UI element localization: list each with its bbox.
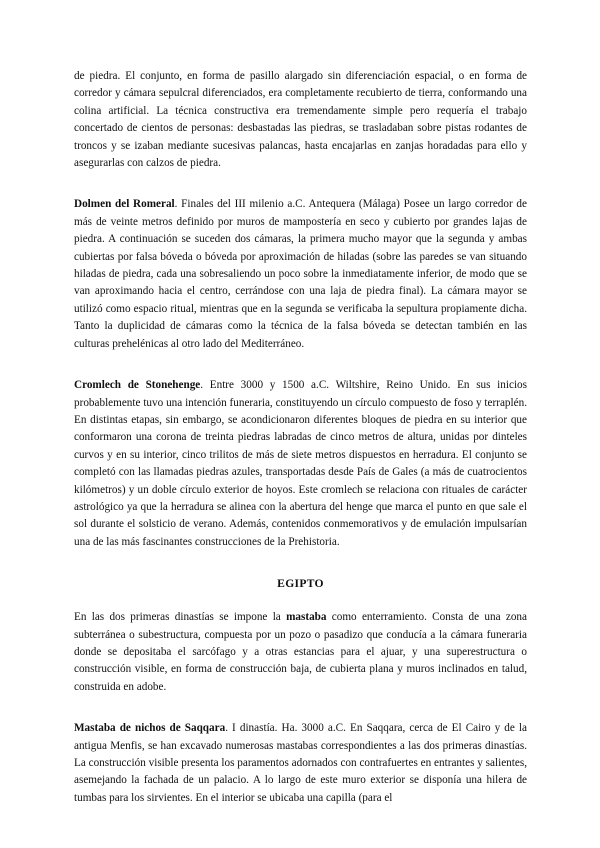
document-page [74,68,527,831]
section-heading-egipto: EGIPTO [277,577,324,591]
paragraph-text: de piedra. El conjunto, en forma de pasillo alargado sin diferenciación espacial, o en forma de corredor y cámara sepulcral diferenciados, era completamente recubierto de tierra, conformando una colina artificial. La técnica constructiva era tremendamente simple pero requería el trabajo concertado de cientos de personas: desbastadas las piedras, se trasladaban sobre pistas rodantes de troncos y se izaban mediante sucesivas palancas, hasta encajarlas en zanjas horadadas para ello y asegurarlas con calzos de piedra. [74,70,527,170]
paragraph-text: . I dinastía. Ha. 3000 a.C. En Saqqara, cerca de El Cairo y de la antigua Menfis, se han excavado numerosas mastabas correspondientes a las dos primeras dinastías. La construcción visible presenta los paramentos adornados con contrafuertes en entrantes y salientes, asemejando la fachada de un palacio. A lo largo de este muro exterior se disponía una hilera de tumbas para los sirvientes. En el interior se ubicaba una capilla (para el [74,722,527,804]
paragraph-text-before: En las dos primeras dinastías se impone la [74,611,287,624]
term-mastaba-saqqara: Mastaba de nichos de Saqqara [74,722,226,735]
paragraph-text: . Finales del III milenio a.C. Antequera (Málaga) Posee un largo corredor de más de veinte metros definido por muros de mampostería en seco y cubierto por grandes lajas de piedra. A continuación se suceden dos cámaras, la primera mucho mayor que la segunda y ambas cubiertas por falsa bóveda o bóveda por aproximación de hiladas (sobre las paredes se van situando hiladas de piedra, cada una sobresaliendo un poco sobre la inmediatamente inferior, de modo que se van aproximando hacia el centro, cerrándose con una laja de piedra final). La cámara mayor se utilizó como espacio ritual, mientras que en la segunda se verificaba la sepultura propiamente dicha. Tanto la duplicidad de cámaras como la técnica de la falsa bóveda se detectan también en las culturas prehelénicas al otro lado del Mediterráneo. [74,198,527,350]
paragraph-mastaba-saqqara [74,720,527,807]
term-mastaba: mastaba [286,611,327,624]
paragraph-construction-technique [74,68,527,172]
paragraph-dolmen-romeral [74,196,527,353]
paragraph-mastaba [74,609,527,696]
paragraph-text: . Entre 3000 y 1500 a.C. Wiltshire, Reino Unido. En sus inicios probablemente tuvo una intención funeraria, constituyendo un círculo compuesto de foso y terraplén. En distintas etapas, sin embargo, se acondicionaron diferentes bloques de piedra en su interior que conformaron una corona de treinta piedras labradas de cinco metros de altura, unidas por dinteles curvos y en su interior, cinco trilitos de más de siete metros dispuestos en herradura. El conjunto se completó con las llamadas piedras azules, transportadas desde País de Gales (a más de cuatrocientos kilómetros) y un doble círculo exterior de hoyos. Este cromlech se relaciona con rituales de carácter astrológico ya que la herradura se alinea con la abertura del henge que marca el punto en que sale el sol durante el solsticio de verano. Además, contenidos conmemorativos y de emulación impulsarían una de las más fascinantes construcciones de la Prehistoria. [74,379,528,548]
term-dolmen-romeral: Dolmen del Romeral [74,198,175,211]
paragraph-text-after: como enterramiento. Consta de una zona subterránea o subestructura, compuesta por un pozo o pasadizo que conducía a la cámara funeraria donde se depositaba el sarcófago y a otras estancias para el ajuar, y una superestructura o construcción visible, en forma de construcción baja, de cubierta plana y muros inclinados en talud, construida en adobe. [74,611,527,693]
term-stonehenge: Cromlech de Stonehenge [74,379,201,392]
paragraph-stonehenge [74,377,527,551]
